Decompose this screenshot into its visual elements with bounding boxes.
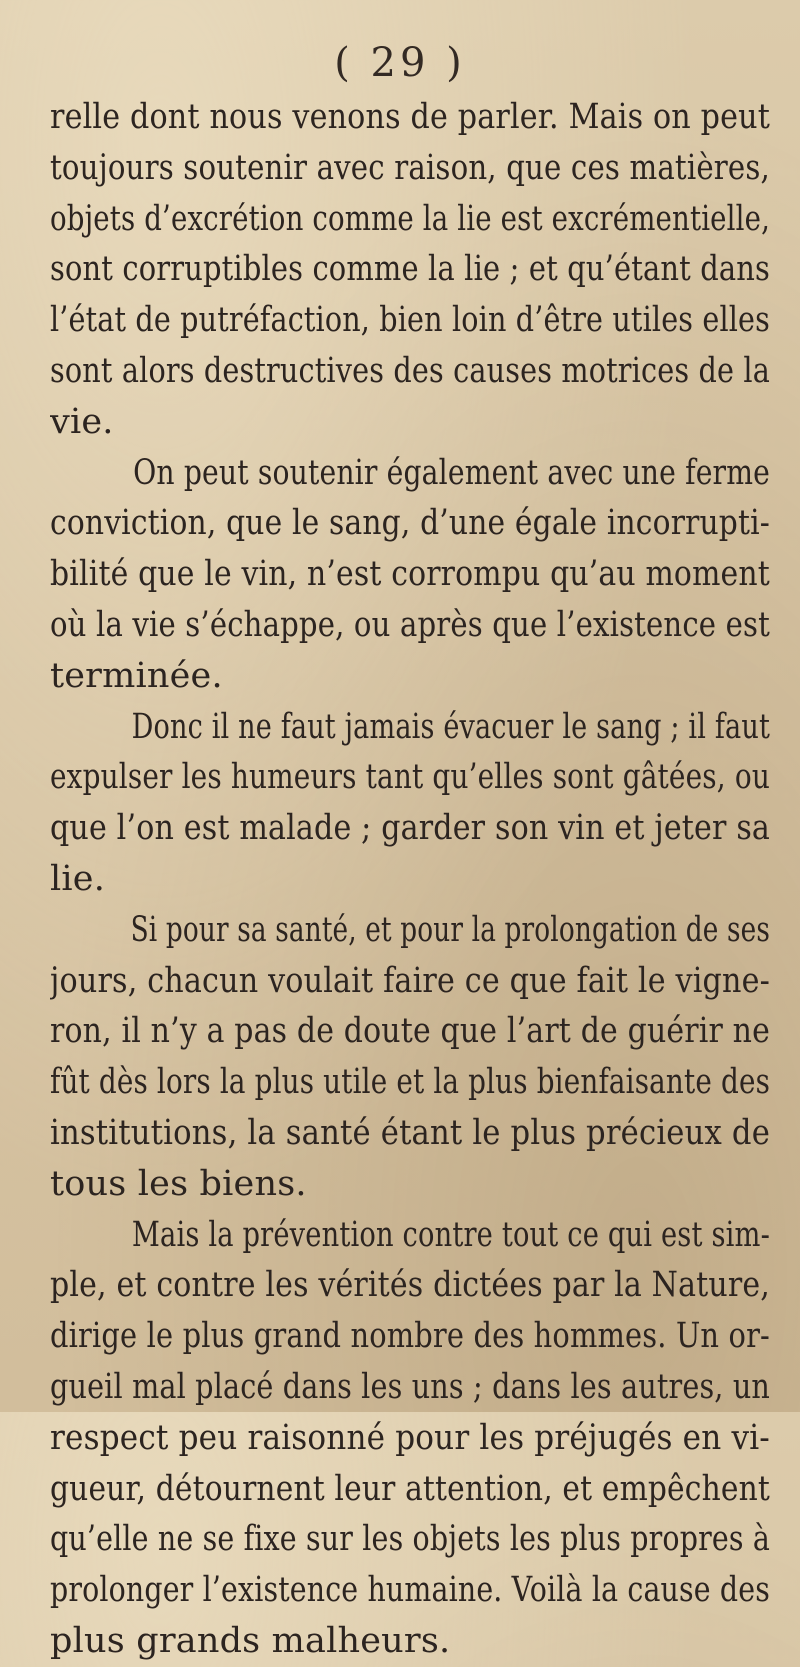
text-line: bilité que le vin, n’est corrompu qu’au moment [50,554,770,595]
text-line: ron, il n’y a pas de doute que l’art de guérir ne [50,1011,771,1052]
text-line: terminée. [50,655,223,696]
text-line: dirige le plus grand nombre des hommes. Un or- [50,1316,770,1357]
text-line: sont alors destructives des causes motrices de la [50,350,770,391]
text-line: que l’on est malade ; garder son vin et jeter sa [50,808,771,849]
text-line: plus grands malheurs. [50,1620,451,1661]
page-number: ( 29 ) [334,40,466,86]
text-line: l’état de putréfaction, bien loin d’être utiles elles [50,300,770,341]
text-line: toujours soutenir avec raison, que ces matières, [50,147,770,188]
text-line: gueil mal placé dans les uns ; dans les autres, un [50,1366,771,1407]
page-body-text [50,92,780,1667]
text-line: relle dont nous venons de parler. Mais on peut [50,97,771,137]
text-line: gueur, détournent leur attention, et empêchent [50,1468,770,1509]
text-line: respect peu raisonné pour les préjugés en vi- [50,1417,770,1458]
text-line: prolonger l’existence humaine. Voilà la cause des [50,1570,770,1611]
text-line: expulser les humeurs tant qu’elles sont gâtées, ou [50,757,770,798]
text-line: fût dès lors la plus utile et la plus bienfaisante des [50,1062,771,1103]
text-line: ple, et contre les vérités dictées par la Nature, [50,1265,771,1306]
text-line: institutions, la santé étant le plus précieux de [50,1112,771,1153]
text-line: jours, chacun voulait faire ce que fait le vigne- [50,960,770,1001]
text-line: On peut soutenir également avec une ferme [133,452,770,493]
text-line: tous les biens. [50,1163,307,1204]
text-line: sont corruptibles comme la lie ; et qu’étant dans [50,249,771,290]
text-line: conviction, que le sang, d’une égale incorrupti- [50,503,770,544]
text-line: Donc il ne faut jamais évacuer le sang ; il faut [131,706,771,747]
text-line: vie. [50,401,114,442]
text-line: qu’elle ne se fixe sur les objets les plus propres à [50,1519,771,1560]
text-line: où la vie s’échappe, ou après que l’existence est [50,604,770,645]
text-line: Mais la prévention contre tout ce qui est sim- [131,1214,770,1255]
text-line: lie. [50,858,106,899]
text-line: objets d’excrétion comme la lie est excrémentielle, [50,198,771,239]
text-line: Si pour sa santé, et pour la prolongation de ses [130,909,770,950]
